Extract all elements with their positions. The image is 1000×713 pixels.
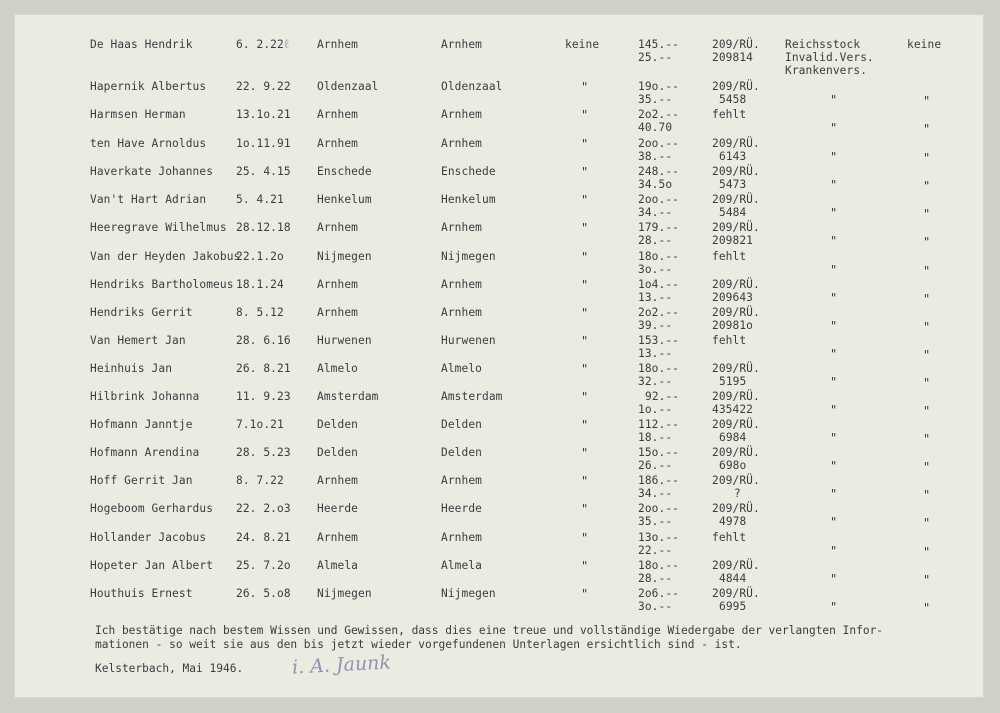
birth-place: Arnhem [317,531,359,544]
residence: Nijmegen [441,587,496,600]
insurance: " [830,403,838,417]
residence: Almela [441,559,483,572]
insurance: " [830,459,838,473]
amount2: 13.-- [638,347,673,360]
birth-date: 24. 8.21 [236,531,291,544]
amount1: 15o.-- [638,446,680,459]
residence: Delden [441,418,483,431]
row-name: De Haas Hendrik [90,38,193,51]
birth-place: Hurwenen [317,334,372,347]
birth-date: 25. 4.15 [236,165,291,178]
amounts [638,108,679,134]
table-row [0,278,1000,308]
amount1: 2oo.-- [638,137,680,150]
status-col: " [581,137,589,151]
row-name: Van Hemert Jan [90,334,186,347]
account-ref [712,137,760,163]
amount1: 13o.-- [638,531,680,544]
amounts [638,38,679,64]
last-col: " [923,516,931,530]
amounts [638,390,679,416]
birth-place: Arnhem [317,108,359,121]
table-row [0,474,1000,504]
row-name: Hilbrink Johanna [90,390,200,403]
acct1: 209/RÜ. [712,474,760,487]
account-ref [712,80,760,106]
amount2: 32.-- [638,375,673,388]
row-name: Heinhuis Jan [90,362,173,375]
table-row [0,362,1000,392]
status-col: " [581,165,589,179]
account-ref [712,108,746,121]
acct1: 209/RÜ. [712,362,760,375]
acct1: fehlt [712,531,747,544]
table-row [0,38,1000,77]
birth-place: Almela [317,559,359,572]
account-ref [712,390,760,416]
account-ref [712,38,760,64]
amounts [638,80,679,106]
residence: Arnhem [441,137,483,150]
attestation-line-1: Ich bestätige nach bestem Wissen und Gewissen, dass dies eine treue und vollständige Wiedergabe der verlangten Infor- [95,624,884,637]
acct1: 209/RÜ. [712,80,760,93]
acct2: 6995 [719,600,747,613]
insurance: " [830,263,838,277]
last-col: keine [907,38,942,51]
birth-date: 1o.11.91 [236,137,291,150]
acct1: 209/RÜ. [712,306,760,319]
acct2: ? [734,487,741,500]
acct1: 209/RÜ. [712,502,760,515]
status-col: " [581,221,589,235]
birth-date: 28. 6.16 [236,334,291,347]
residence: Arnhem [441,221,483,234]
amounts [638,221,679,247]
amount1: 2oo.-- [638,502,680,515]
acct1: 209/RÜ. [712,559,760,572]
amount1: 92.-- [645,390,680,403]
birth-date: 8. 5.12 [236,306,284,319]
residence: Delden [441,446,483,459]
last-col: " [923,601,931,615]
amount1: 248.-- [638,165,680,178]
acct2: 209821 [712,234,754,247]
birth-date: 22. 9.22 [236,80,291,93]
row-name: Hopeter Jan Albert [90,559,214,572]
amount2: 1o.-- [638,403,673,416]
acct1: 209/RÜ. [712,221,760,234]
birth-date: 22.1.2o [236,250,284,263]
status-col: " [581,250,589,264]
amounts [638,531,679,557]
amount2: 34.5o [638,178,673,191]
row-name: Van der Heyden Jakobus [90,250,241,263]
account-ref [712,193,760,219]
acct2: 209643 [712,291,754,304]
amount1: 1o4.-- [638,278,680,291]
amount2: 34.-- [638,206,673,219]
account-ref [712,502,760,528]
amounts [638,165,679,191]
account-ref [712,446,760,472]
account-ref [712,250,746,263]
insurance: " [830,178,838,192]
residence: Arnhem [441,108,483,121]
row-name: Hendriks Gerrit [90,306,193,319]
status-col: " [581,502,589,516]
table-row [0,531,1000,561]
amounts [638,587,679,613]
birth-date: 22. 2.o3 [236,502,291,515]
acct2: 209814 [712,51,754,64]
row-name: Haverkate Johannes [90,165,214,178]
birth-place: Almelo [317,362,359,375]
acct1: 209/RÜ. [712,446,760,459]
row-name: Van't Hart Adrian [90,193,207,206]
residence: Arnhem [441,474,483,487]
last-col: " [923,320,931,334]
residence: Arnhem [441,531,483,544]
residence: Oldenzaal [441,80,503,93]
amount2: 35.-- [638,515,673,528]
status-col: " [581,531,589,545]
amounts [638,334,679,360]
insurance: " [830,234,838,248]
last-col: " [923,94,931,108]
status-col: " [581,334,589,348]
row-name: Hogeboom Gerhardus [90,502,214,515]
acct1: 209/RÜ. [712,193,760,206]
amount1: 153.-- [638,334,680,347]
amounts [638,362,679,388]
acct2: 5458 [719,93,747,106]
insurance: " [830,319,838,333]
account-ref [712,362,760,388]
acct1: 209/RÜ. [712,278,760,291]
amount1: 18o.-- [638,250,680,263]
residence: Henkelum [441,193,496,206]
birth-place: Arnhem [317,278,359,291]
amount1: 18o.-- [638,559,680,572]
last-col: " [923,235,931,249]
insurance: Reichsstock Invalid.Vers. Krankenvers. [785,38,874,77]
status-col: " [581,80,589,94]
birth-date: 26. 8.21 [236,362,291,375]
row-name: Hofmann Arendina [90,446,200,459]
residence: Enschede [441,165,496,178]
last-col: " [923,292,931,306]
status-col: " [581,306,589,320]
acct2: 20981o [712,319,754,332]
amount2: 38.-- [638,150,673,163]
acct1: 209/RÜ. [712,137,760,150]
birth-place: Arnhem [317,38,359,51]
table-row [0,250,1000,280]
table-row [0,559,1000,589]
row-name: ten Have Arnoldus [90,137,207,150]
birth-place: Oldenzaal [317,80,379,93]
insurance: " [830,291,838,305]
acct1: fehlt [712,334,747,347]
row-name: Hofmann Janntje [90,418,193,431]
insurance: " [830,600,838,614]
status-col: " [581,278,589,292]
table-row [0,193,1000,223]
account-ref [712,531,746,544]
insurance: " [830,572,838,586]
last-col: " [923,376,931,390]
table-row [0,390,1000,420]
birth-date: 7.1o.21 [236,418,284,431]
birth-place: Arnhem [317,306,359,319]
amount2: 28.-- [638,572,673,585]
amount2: 40.70 [638,121,673,134]
last-col: " [923,207,931,221]
row-name: Hoff Gerrit Jan [90,474,193,487]
last-col: " [923,179,931,193]
amount2: 3o.-- [638,263,673,276]
insurance: " [830,347,838,361]
birth-date: 13.1o.21 [236,108,291,121]
table-row [0,446,1000,476]
place-and-date: Kelsterbach, Mai 1946. [95,662,244,675]
table-row [0,418,1000,448]
pencil-mark: ℓ [283,37,291,51]
last-col: " [923,404,931,418]
amount2: 22.-- [638,544,673,557]
table-row [0,80,1000,110]
amount1: 19o.-- [638,80,680,93]
acct2: 5484 [719,206,747,219]
amount1: 186.-- [638,474,680,487]
last-col: " [923,122,931,136]
birth-date: 26. 5.o8 [236,587,291,600]
account-ref [712,278,760,304]
status-col: " [581,474,589,488]
acct1: 209/RÜ. [712,587,760,600]
insurance: " [830,150,838,164]
account-ref [712,559,760,585]
birth-place: Amsterdam [317,390,379,403]
acct2: 6143 [719,150,747,163]
amounts [638,306,679,332]
signature: i. A. Jaunk [291,651,392,679]
acct2: 5195 [719,375,747,388]
insurance: " [830,206,838,220]
birth-place: Delden [317,446,359,459]
table-row [0,221,1000,251]
amount2: 25.-- [638,51,673,64]
amount2: 39.-- [638,319,673,332]
row-name: Houthuis Ernest [90,587,193,600]
last-col: " [923,545,931,559]
amount2: 28.-- [638,234,673,247]
acct2: 4844 [719,572,747,585]
acct2: 5473 [719,178,747,191]
amount1: 2o6.-- [638,587,680,600]
birth-date: 6. 2.22 [236,38,284,51]
birth-date: 11. 9.23 [236,390,291,403]
row-name: Heeregrave Wilhelmus [90,221,227,234]
birth-place: Enschede [317,165,372,178]
insurance: " [830,431,838,445]
account-ref [712,474,760,500]
amount1: 2oo.-- [638,193,680,206]
residence: Arnhem [441,38,483,51]
insurance: " [830,487,838,501]
birth-date: 8. 7.22 [236,474,284,487]
amount2: 18.-- [638,431,673,444]
amount1: 18o.-- [638,362,680,375]
last-col: " [923,573,931,587]
last-col: " [923,264,931,278]
row-name: Hendriks Bartholomeus [90,278,234,291]
table-row [0,502,1000,532]
birth-place: Nijmegen [317,587,372,600]
residence: Heerde [441,502,483,515]
residence: Arnhem [441,278,483,291]
status-col: " [581,587,589,601]
row-name: Hollander Jacobus [90,531,207,544]
residence: Hurwenen [441,334,496,347]
amounts [638,559,679,585]
acct1: 209/RÜ. [712,418,760,431]
birth-date: 28.12.18 [236,221,291,234]
status-col: keine [565,38,600,51]
table-row [0,334,1000,364]
status-col: " [581,446,589,460]
birth-place: Arnhem [317,474,359,487]
insurance: " [830,121,838,135]
residence: Amsterdam [441,390,503,403]
amounts [638,193,679,219]
status-col: " [581,193,589,207]
table-row [0,165,1000,195]
amount1: 179.-- [638,221,680,234]
status-col: " [581,362,589,376]
insurance: " [830,93,838,107]
acct2: 4978 [719,515,747,528]
birth-date: 5. 4.21 [236,193,284,206]
account-ref [712,165,760,191]
birth-date: 28. 5.23 [236,446,291,459]
acct2: 435422 [712,403,754,416]
last-col: " [923,488,931,502]
birth-place: Arnhem [317,137,359,150]
insurance: " [830,515,838,529]
acct1: 209/RÜ. [712,38,760,51]
row-name: Hapernik Albertus [90,80,207,93]
amounts [638,278,679,304]
status-col: " [581,559,589,573]
acct1: 209/RÜ. [712,390,760,403]
birth-place: Delden [317,418,359,431]
amounts [638,474,679,500]
table-row [0,137,1000,167]
residence: Arnhem [441,306,483,319]
insurance: " [830,544,838,558]
amount1: 145.-- [638,38,680,51]
amount1: 112.-- [638,418,680,431]
amount2: 3o.-- [638,600,673,613]
birth-date: 18.1.24 [236,278,284,291]
status-col: " [581,390,589,404]
last-col: " [923,432,931,446]
last-col: " [923,460,931,474]
residence: Nijmegen [441,250,496,263]
birth-place: Heerde [317,502,359,515]
row-name: Harmsen Herman [90,108,186,121]
amount2: 26.-- [638,459,673,472]
amounts [638,502,679,528]
amounts [638,418,679,444]
amount1: 2o2.-- [638,108,680,121]
attestation-line-2: mationen - so weit sie aus den bis jetzt wieder vorgefundenen Unterlagen ersichtlich sind - ist. [95,638,742,651]
residence: Almelo [441,362,483,375]
last-col: " [923,151,931,165]
amount2: 35.-- [638,93,673,106]
acct2: 698o [719,459,747,472]
amounts [638,446,679,472]
insurance: " [830,375,838,389]
table-row [0,108,1000,138]
account-ref [712,306,760,332]
account-ref [712,334,746,347]
amount1: 2o2.-- [638,306,680,319]
amounts [638,137,679,163]
account-ref [712,587,760,613]
table-row [0,306,1000,336]
amount2: 13.-- [638,291,673,304]
account-ref [712,418,760,444]
birth-date: 25. 7.2o [236,559,291,572]
acct1: fehlt [712,108,747,121]
acct1: 209/RÜ. [712,165,760,178]
birth-place: Henkelum [317,193,372,206]
table-row [0,587,1000,617]
last-col: " [923,348,931,362]
account-ref [712,221,760,247]
status-col: " [581,108,589,122]
amounts [638,250,679,276]
status-col: " [581,418,589,432]
amount2: 34.-- [638,487,673,500]
acct2: 6984 [719,431,747,444]
birth-place: Arnhem [317,221,359,234]
birth-place: Nijmegen [317,250,372,263]
acct1: fehlt [712,250,747,263]
